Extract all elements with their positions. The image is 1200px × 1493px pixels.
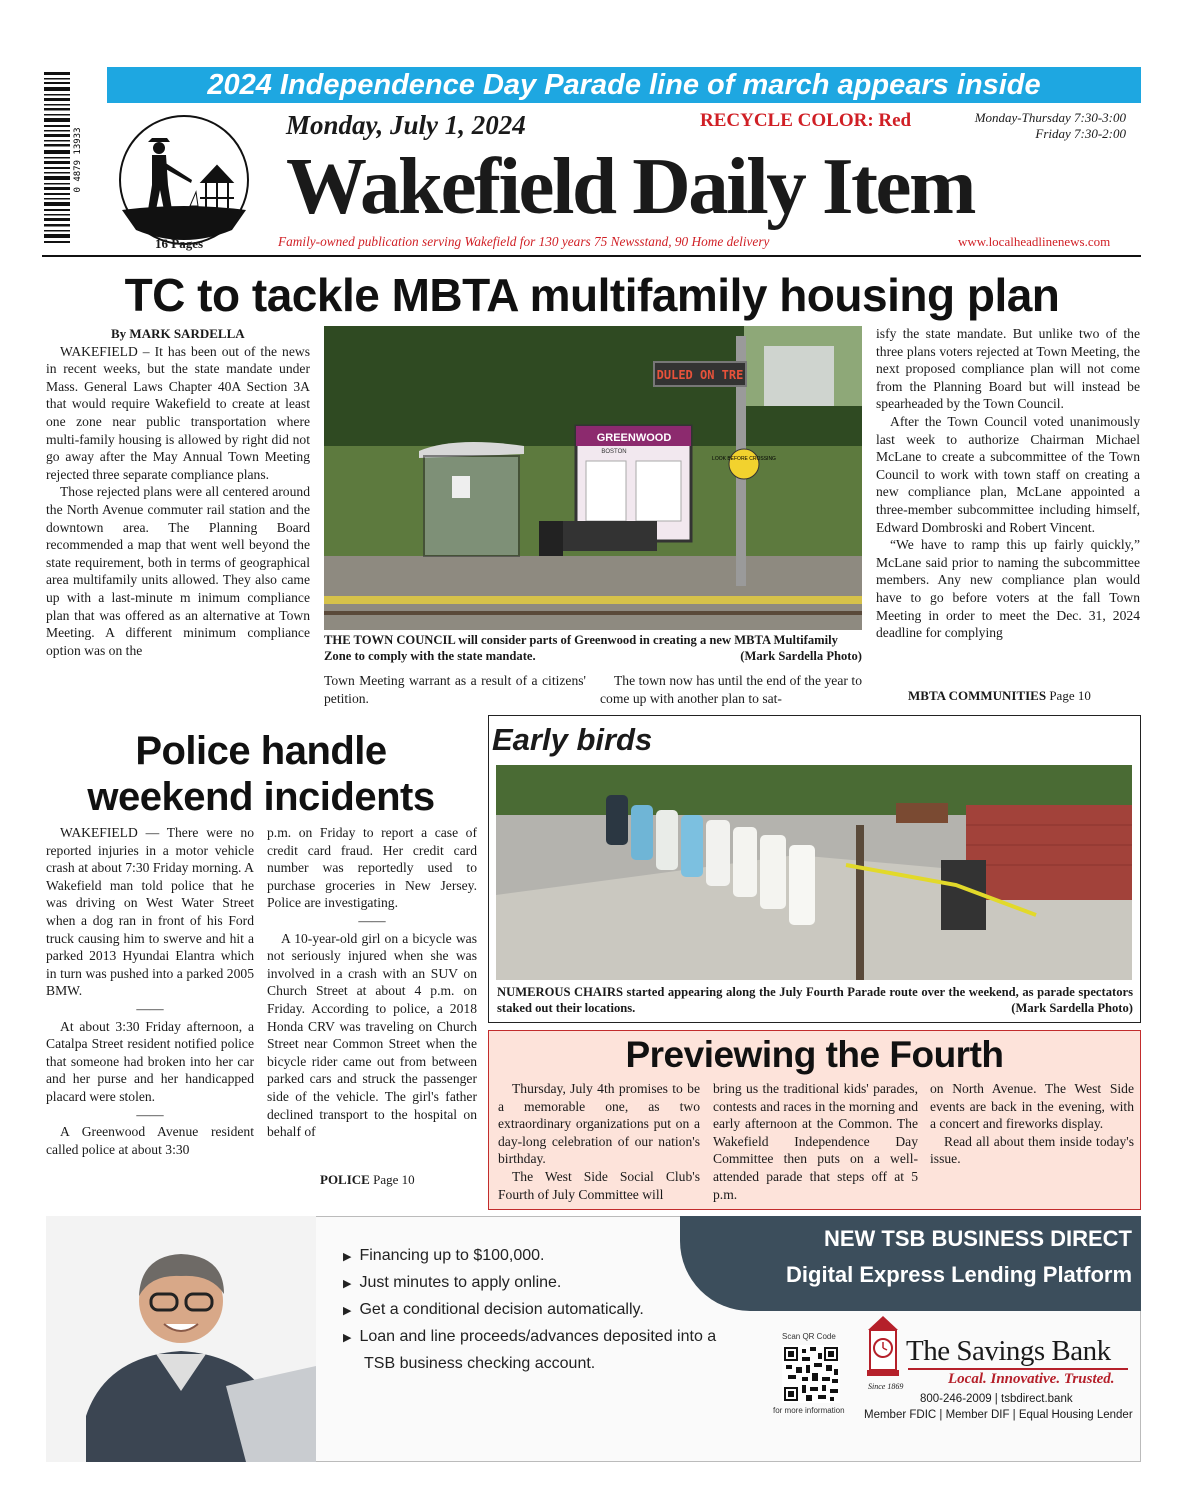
- previewing-column-3: [930, 1080, 1134, 1168]
- police-paragraph: WAKEFIELD — There were no reported injuries in a motor vehicle crash at about 7:30 Friday morning. A Wakefield man told police that he was driving on West Water Street when a dog ran in front of his Ford truck causing him to swerve and hit a parked 2013 Hyundai Elantra which in turn was pushed into a parked 2005 BMW.: [46, 825, 254, 999]
- qr-more-info: for more information: [773, 1406, 845, 1415]
- triangle-bullet-icon: ▶: [343, 1332, 352, 1344]
- greenwood-station-photo: [324, 326, 862, 630]
- mbta-column-2a: [324, 672, 586, 707]
- mbta-column-3: [876, 325, 1140, 642]
- barcode-digits: 0 4879 13933: [73, 127, 83, 193]
- triangle-bullet-icon: ▶: [343, 1305, 352, 1317]
- byline: By MARK SARDELLA: [111, 326, 245, 341]
- mbta-paragraph: isfy the state mandate. But unlike two of the three plans voters rejected at Town Meeting, the next proposed compliance plan will not come from the Planning Board but will instead be spearheaded by the Town Council.: [876, 326, 1140, 412]
- triangle-bullet-icon: ▶: [343, 1251, 352, 1263]
- previewing-column-1: [498, 1080, 700, 1203]
- previewing-paragraph: bring us the traditional kids' parades, contests and races in the morning and early afternoon at the Common. The Wakefield Independence Day Committee then puts on a well-attended parade that steps off at 5 p.m.: [713, 1081, 918, 1202]
- early-birds-caption: [497, 984, 1133, 1016]
- separator: ——: [136, 1106, 164, 1122]
- ad-bullet: ▶ Get a conditional decision automatically.: [343, 1301, 644, 1318]
- qr-label: Scan QR Code: [782, 1332, 836, 1341]
- svg-text:GREENWOOD: GREENWOOD: [596, 432, 672, 444]
- mbta-column-1: [46, 325, 310, 659]
- since-year: Since 1869: [868, 1382, 904, 1391]
- police-jump-line[interactable]: [320, 1172, 415, 1188]
- mbta-paragraph: Town Meeting warrant as a result of a citizens' petition.: [324, 673, 586, 706]
- hours-friday: Friday 7:30-2:00: [1035, 126, 1126, 141]
- bank-rule: [908, 1368, 1128, 1370]
- svg-text:BOSTON: BOSTON: [601, 449, 627, 455]
- photo-credit: (Mark Sardella Photo): [1011, 1001, 1133, 1015]
- top-banner: [107, 67, 1141, 103]
- police-column-2: [267, 824, 477, 1141]
- police-headline: [46, 728, 476, 820]
- previewing-column-2: [713, 1080, 918, 1203]
- parade-chairs-photo: [496, 765, 1132, 980]
- lantern-logo-icon: [862, 1314, 904, 1390]
- bank-tagline: Local. Innovative. Trusted.: [948, 1371, 1115, 1387]
- previewing-paragraph: Thursday, July 4th promises to be a memorable one, as two extraordinary organizations put on a day-long celebration of our nation's birthday.: [498, 1081, 700, 1167]
- triangle-bullet-icon: ▶: [343, 1278, 352, 1290]
- recycle-color: RECYCLE COLOR: Red: [700, 110, 912, 131]
- caption-text: NUMEROUS CHAIRS started appearing along the July Fourth Parade route over the weekend, as parade spectators staked out their locations.: [497, 985, 1133, 1015]
- caption-text: THE TOWN COUNCIL will consider parts of Greenwood in creating a new MBTA Multifamily Zone to comply with the state mandate.: [324, 633, 838, 663]
- qr-code[interactable]: [782, 1345, 840, 1403]
- barcode: [42, 70, 86, 250]
- mbta-jump-line[interactable]: [908, 688, 1091, 704]
- page-count: 16 Pages: [155, 236, 204, 251]
- bank-contact[interactable]: 800-246-2009 | tsbdirect.bank: [920, 1393, 1073, 1405]
- bank-member-line: Member FDIC | Member DIF | Equal Housing Lender: [864, 1409, 1133, 1421]
- separator: ——: [358, 912, 386, 928]
- mbta-column-2b: [600, 672, 862, 707]
- mbta-paragraph: WAKEFIELD – It has been out of the news in recent weeks, but the state mandate under Mass. General Laws Chapter 40A Section 3A that would require Wakefield to create at least one zone near public transportation where multi-family housing is allowed by right did not go away after the May Annual Town Meeting rejected three separate compliance plans.: [46, 343, 310, 482]
- issue-date: Monday, July 1, 2024: [286, 110, 526, 140]
- businessman-photo: [46, 1216, 316, 1462]
- mbta-paragraph: After the Town Council voted unanimously last week to authorize Chairman Michael McLane to create a subcommittee of the Town Council to work with town staff on creating a new compliance plan, McLane appointed a three-member subcommittee including himself, Edward Dombroski and Robert Vincent.: [876, 413, 1140, 535]
- minuteman-logo: [112, 110, 257, 245]
- ad-banner-line-1: NEW TSB BUSINESS DIRECT: [823, 1226, 1132, 1251]
- bank-name: The Savings Bank: [906, 1335, 1111, 1367]
- mbta-paragraph: “We have to ramp this up fairly quickly,” McLane said prior to naming the subcommittee members. Any new compliance plan would have to go before voters at the fall Town Meeting in order to meet the Dec. 31, 2024 deadline for complying: [876, 537, 1140, 641]
- photo-credit: (Mark Sardella Photo): [740, 649, 862, 663]
- ad-bullet: ▶ Loan and line proceeds/advances deposited into a: [343, 1328, 717, 1345]
- ad-bullet-continued: TSB business checking account.: [364, 1355, 596, 1372]
- police-paragraph: p.m. on Friday to report a case of credit card fraud. Her credit card number was reportedly used to purchase groceries in New Jersey. Police are investigating.: [267, 825, 477, 911]
- banner-text: 2024 Independence Day Parade line of march appears inside: [207, 68, 1041, 101]
- jump-label: POLICE: [320, 1172, 370, 1187]
- main-headline: TC to tackle MBTA multifamily housing plan: [124, 269, 1060, 321]
- masthead-rule: [42, 255, 1141, 257]
- previewing-headline: Previewing the Fourth: [625, 1034, 1004, 1075]
- police-paragraph: At about 3:30 Friday afternoon, a Catalpa Street resident notified police that someone had broken into her car and her purse and her handicapped placard were stolen.: [46, 1018, 254, 1104]
- jump-label: MBTA COMMUNITIES: [908, 688, 1047, 703]
- mbta-paragraph: The town now has until the end of the year to come up with another plan to sat-: [600, 673, 862, 706]
- ad-bullet: ▶ Financing up to $100,000.: [343, 1247, 545, 1264]
- previewing-paragraph: on North Avenue. The West Side events are back in the evening, with a concert and fireworks display.: [930, 1081, 1134, 1132]
- police-paragraph: A 10-year-old girl on a bicycle was not seriously injured when she was involved in a crash with an SUV on Church Street at about 4 p.m. on Friday. According to police, a 2018 Honda CRV was traveling on Church Street near Common Street when the bicycle rider came out from between parked cars and struck the passenger side of the vehicle. The girl's father declined transport to the hospital on behalf of: [267, 930, 477, 1140]
- separator: ——: [136, 1000, 164, 1016]
- police-column-1: [46, 824, 254, 1158]
- police-headline-line-1: Police handle: [135, 729, 387, 773]
- tagline: Family-owned publication serving Wakefield for 130 years 75 Newsstand, 90 Home delivery: [278, 234, 770, 249]
- svg-text:DULED ON TRE: DULED ON TRE: [656, 368, 744, 382]
- hours-weekday: Monday-Thursday 7:30-3:00: [974, 110, 1126, 125]
- mbta-paragraph: Those rejected plans were all centered around the North Avenue commuter rail station and the downtown area. The Planning Board recommended a map that went well beyond the state requirement, both in terms of geographical area multifamily units allowed. They also came up with a last-minute m inimum compliance plan that was offered as an alternative at Town Meeting. A different minimum compliance option was on the: [46, 484, 310, 658]
- svg-text:LOOK BEFORE CROSSING: LOOK BEFORE CROSSING: [712, 456, 776, 462]
- police-headline-line-2: weekend incidents: [87, 775, 435, 819]
- previewing-paragraph: Read all about them inside today's issue.: [930, 1133, 1134, 1167]
- early-birds-title: Early birds: [492, 722, 653, 757]
- police-paragraph: A Greenwood Avenue resident called police at about 3:30: [46, 1124, 254, 1157]
- previewing-paragraph: The West Side Social Club's Fourth of July Committee will: [498, 1168, 700, 1202]
- ad-bullet: ▶ Just minutes to apply online.: [343, 1274, 562, 1291]
- jump-page: Page 10: [373, 1172, 415, 1187]
- mbta-photo-caption: [324, 632, 862, 664]
- office-hours: [954, 110, 1126, 142]
- website-link[interactable]: www.localheadlinenews.com: [958, 234, 1111, 249]
- nameplate: Wakefield Daily Item: [286, 141, 974, 231]
- jump-page: Page 10: [1049, 688, 1091, 703]
- ad-banner-line-2: Digital Express Lending Platform: [786, 1262, 1132, 1287]
